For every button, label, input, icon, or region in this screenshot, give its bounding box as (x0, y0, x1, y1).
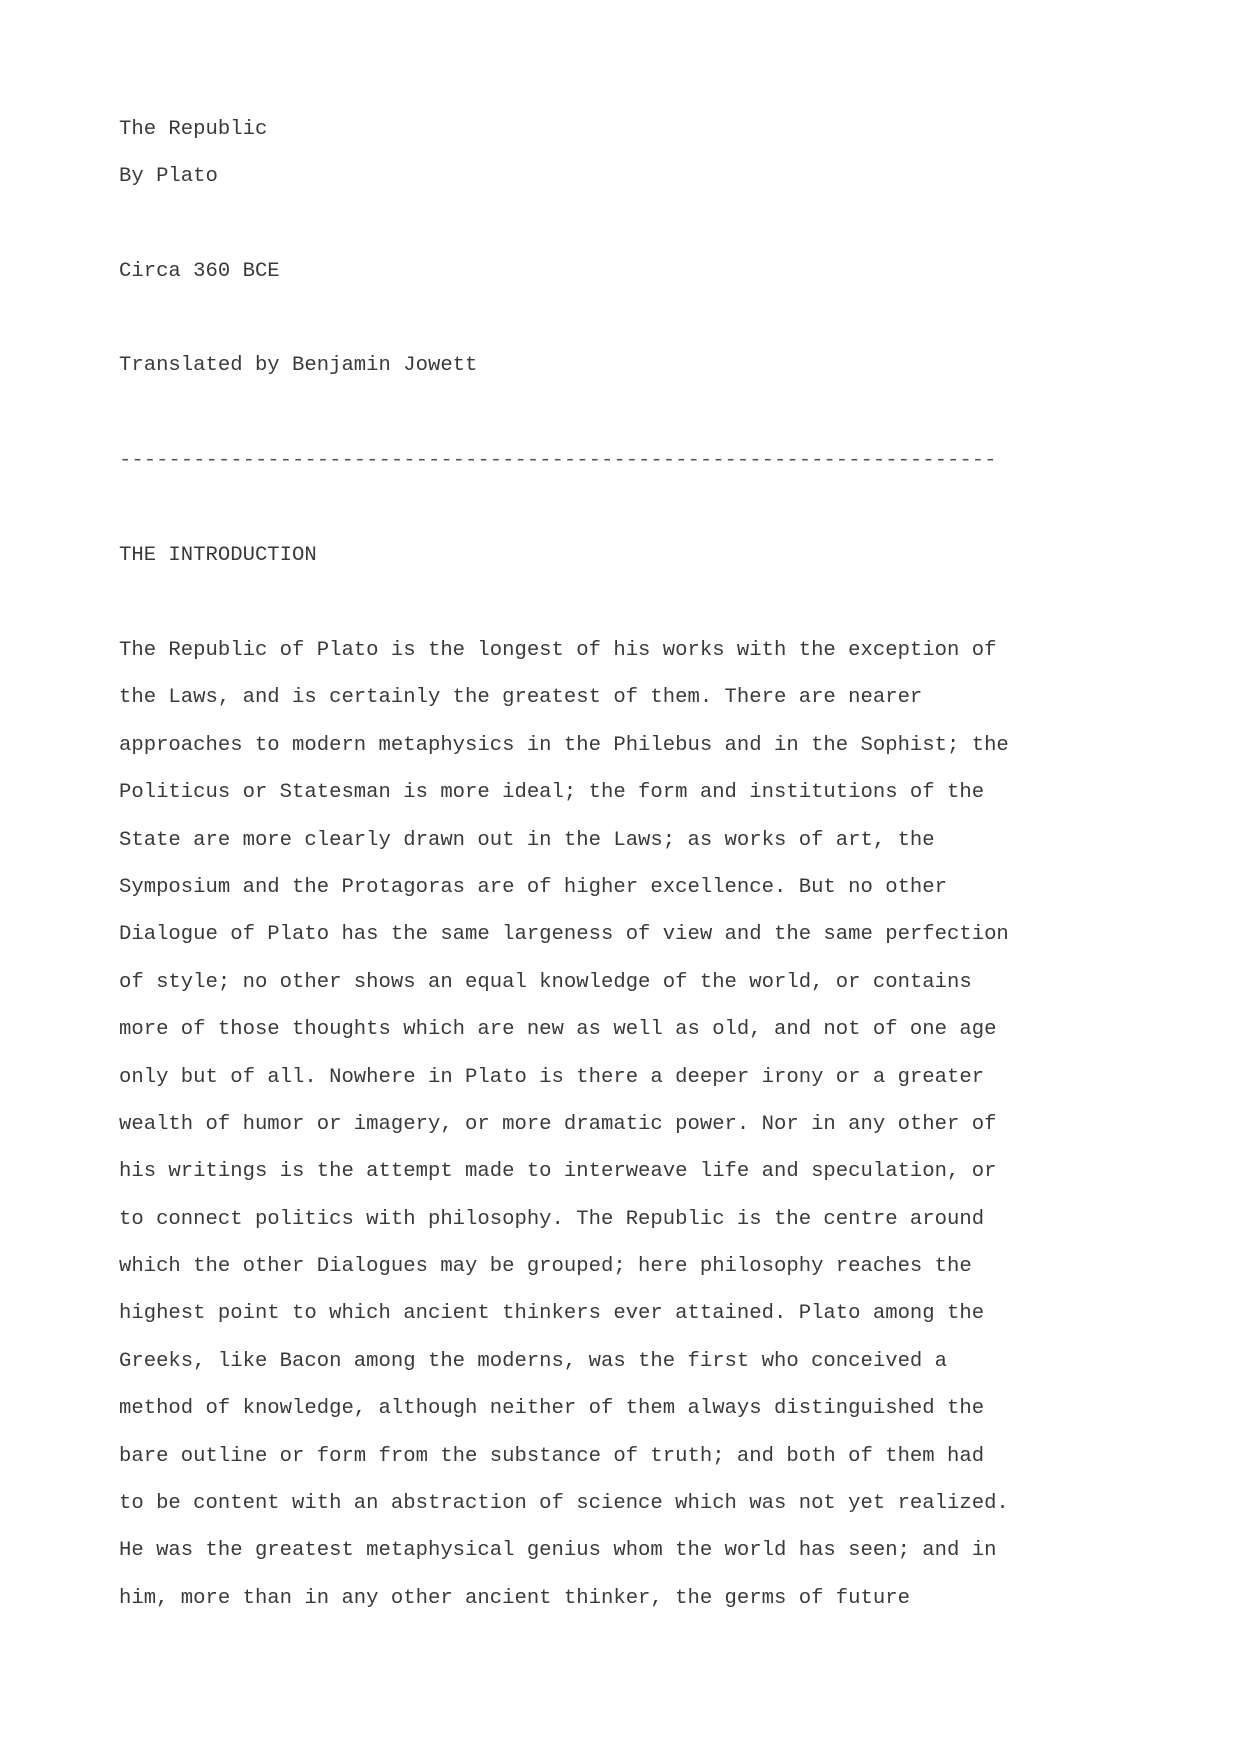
body-line: wealth of humor or imagery, or more dramatic power. Nor in any other of (119, 1112, 997, 1136)
separator-rule: ----------------------------------------------------------------------- (119, 449, 997, 472)
body-line: highest point to which ancient thinkers ever attained. Plato among the (119, 1302, 985, 1326)
body-text (119, 641, 1009, 1636)
body-line: only but of all. Nowhere in Plato is there a deeper irony or a greater (119, 1065, 985, 1089)
body-line: The Republic of Plato is the longest of his works with the exception of (119, 639, 997, 662)
section-heading: THE INTRODUCTION (119, 544, 317, 567)
body-line: of style; no other shows an equal knowledge of the world, or contains (119, 970, 972, 994)
body-line: him, more than in any other ancient thinker, the germs of future (119, 1586, 910, 1610)
body-line: approaches to modern metaphysics in the Philebus and in the Sophist; the (119, 733, 1009, 757)
document-title: The Republic (119, 118, 268, 141)
body-line: Dialogue of Plato has the same largeness of view and the same perfection (119, 923, 1009, 947)
document-date: Circa 360 BCE (119, 260, 280, 283)
body-line: State are more clearly drawn out in the Laws; as works of art, the (119, 828, 935, 852)
body-line: to connect politics with philosophy. The Republic is the centre around (119, 1207, 985, 1231)
body-line: bare outline or form from the substance of truth; and both of them had (119, 1444, 985, 1468)
body-line: the Laws, and is certainly the greatest of them. There are nearer (119, 686, 923, 710)
body-line: Greeks, like Bacon among the moderns, was the first who conceived a (119, 1349, 948, 1373)
body-line: to be content with an abstraction of science which was not yet realized. (119, 1492, 1009, 1516)
body-line: method of knowledge, although neither of them always distinguished the (119, 1397, 985, 1421)
body-line: more of those thoughts which are new as well as old, and not of one age (119, 1018, 997, 1042)
document-translator: Translated by Benjamin Jowett (119, 354, 478, 377)
body-line: his writings is the attempt made to interweave life and speculation, or (119, 1160, 997, 1184)
document-author: By Plato (119, 165, 218, 188)
body-line: Politicus or Statesman is more ideal; the form and institutions of the (119, 781, 985, 805)
body-line: Symposium and the Protagoras are of higher excellence. But no other (119, 875, 948, 899)
body-line: which the other Dialogues may be grouped; here philosophy reaches the (119, 1255, 972, 1279)
body-line: He was the greatest metaphysical genius whom the world has seen; and in (119, 1539, 997, 1563)
